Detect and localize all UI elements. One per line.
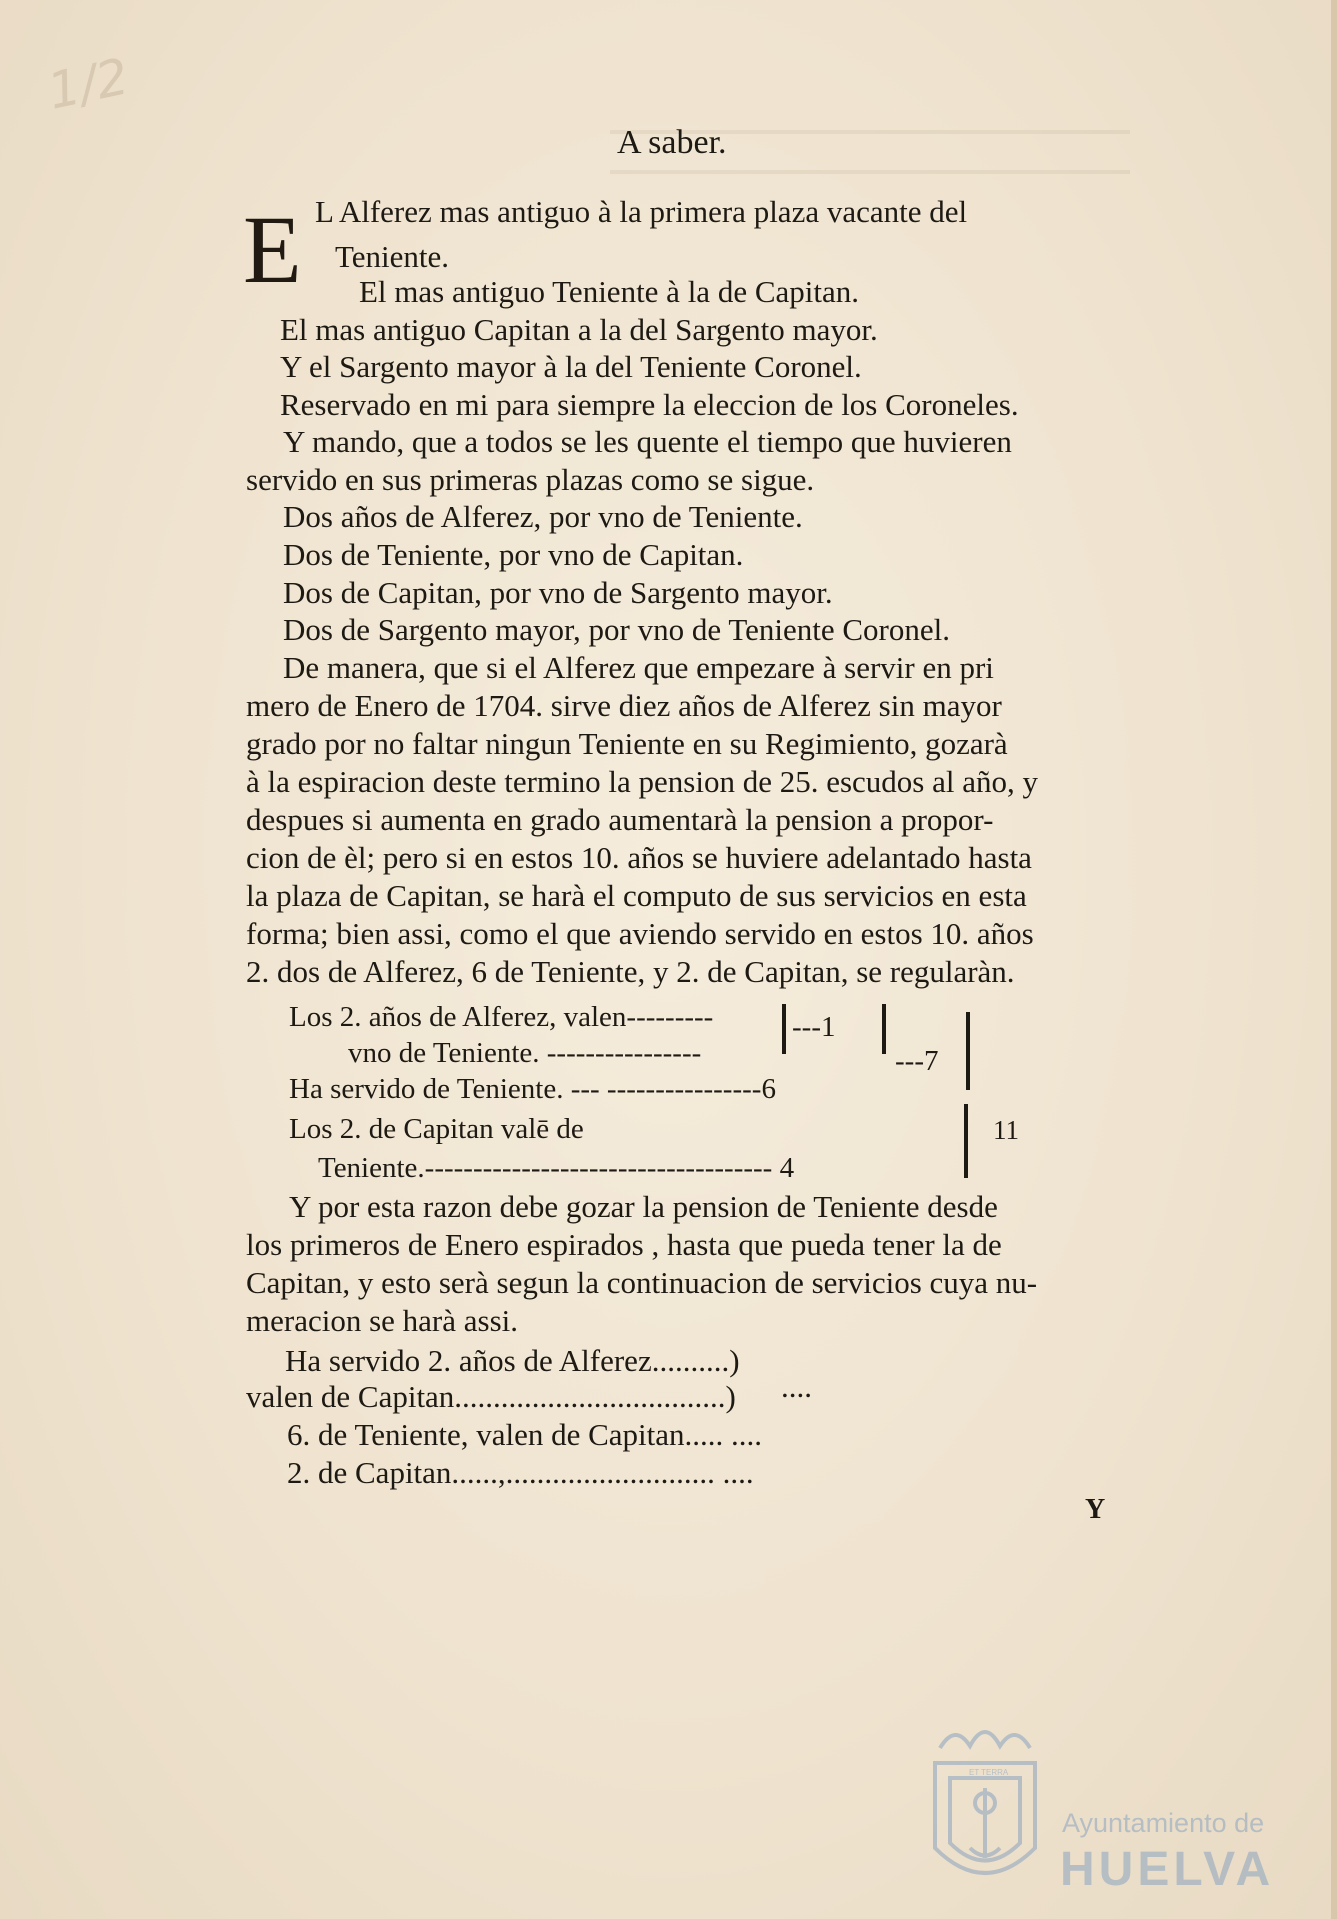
pencil-mark: 1/2 (42, 47, 134, 121)
watermark-line-2: HUELVA (1060, 1843, 1275, 1896)
text-line: Capitan, y esto serà segun la continuacion de servicios cuya nu- (246, 1265, 1038, 1300)
text-line: à la espiracion deste termino la pension de 25. escudos al año, y (246, 764, 1038, 799)
text-line: la plaza de Capitan, se harà el computo de sus servicios en esta (246, 878, 1027, 913)
text-line: Teniente. (335, 239, 450, 274)
tally-row: 6. de Teniente, valen de Capitan..... .... (287, 1417, 763, 1452)
shield-text: ET TERRA (969, 1768, 1009, 1777)
text-line: Reservado en mi para siempre la eleccion de los Coroneles. (280, 387, 1019, 422)
text-line: Dos de Sargento mayor, por vno de Teniente Coronel. (283, 612, 950, 647)
text-line: Dos de Teniente, por vno de Capitan. (283, 537, 744, 572)
text-line: despues si aumenta en grado aumentarà la pension a propor- (246, 802, 994, 837)
drop-capital: E (243, 196, 302, 303)
computation-value: ---7 (895, 1045, 939, 1077)
computation-row: vno de Teniente. ---------------- (348, 1037, 702, 1069)
text-line: El mas antiguo Capitan a la del Sargento mayor. (280, 312, 878, 347)
catchword: Y (1085, 1494, 1106, 1525)
computation-row: Los 2. de Capitan valē de (289, 1113, 584, 1145)
text-line: Y por esta razon debe gozar la pension de Teniente desde (289, 1189, 998, 1224)
text-line: El mas antiguo Teniente à la de Capitan. (359, 274, 859, 309)
text-line: meracion se harà assi. (246, 1303, 518, 1338)
brace-line (782, 1004, 786, 1054)
brace-line (966, 1012, 970, 1090)
tally-row: 2. de Capitan......,........................... .... (287, 1455, 754, 1490)
text-line: grado por no faltar ningun Teniente en su Regimiento, gozarà (246, 726, 1008, 761)
text-line: cion de èl; pero si en estos 10. años se huviere adelantado hasta (246, 840, 1032, 875)
watermark-line-1: Ayuntamiento de (1062, 1808, 1265, 1838)
tally-row: valen de Capitan...................................) (246, 1379, 736, 1414)
text-line: Dos años de Alferez, por vno de Teniente. (283, 499, 803, 534)
huelva-watermark (920, 1718, 1280, 1898)
coat-of-arms-icon (920, 1718, 1050, 1898)
page-heading: A saber. (617, 124, 727, 161)
text-line: mero de Enero de 1704. sirve diez años de Alferez sin mayor (246, 688, 1002, 723)
text-line: los primeros de Enero espirados , hasta que pueda tener la de (246, 1227, 1002, 1262)
text-line: forma; bien assi, como el que aviendo servido en estos 10. años (246, 916, 1034, 951)
text-line: Dos de Capitan, por vno de Sargento mayor. (283, 575, 833, 610)
tally-value: .... (781, 1369, 812, 1404)
brace-line (882, 1004, 886, 1054)
computation-value: 11 (993, 1115, 1019, 1145)
computation-row: Ha servido de Teniente. --- ----------------6 (289, 1073, 776, 1105)
text-line: Y mando, que a todos se les quente el tiempo que huvieren (283, 424, 1012, 459)
text-line: L Alferez mas antiguo à la primera plaza vacante del (315, 194, 968, 229)
computation-value: ---1 (792, 1011, 836, 1043)
text-line: servido en sus primeras plazas como se sigue. (246, 462, 815, 497)
text-line: 2. dos de Alferez, 6 de Teniente, y 2. de Capitan, se regularàn. (246, 954, 1015, 989)
text-line: Y el Sargento mayor à la del Teniente Coronel. (280, 349, 862, 384)
brace-line (964, 1104, 968, 1178)
computation-row: Los 2. años de Alferez, valen--------- (289, 1001, 714, 1033)
tally-row: Ha servido 2. años de Alferez..........) (285, 1343, 740, 1378)
text-line: De manera, que si el Alferez que empezare à servir en pri (283, 650, 994, 685)
computation-row: Teniente.------------------------------------ 4 (318, 1152, 795, 1184)
